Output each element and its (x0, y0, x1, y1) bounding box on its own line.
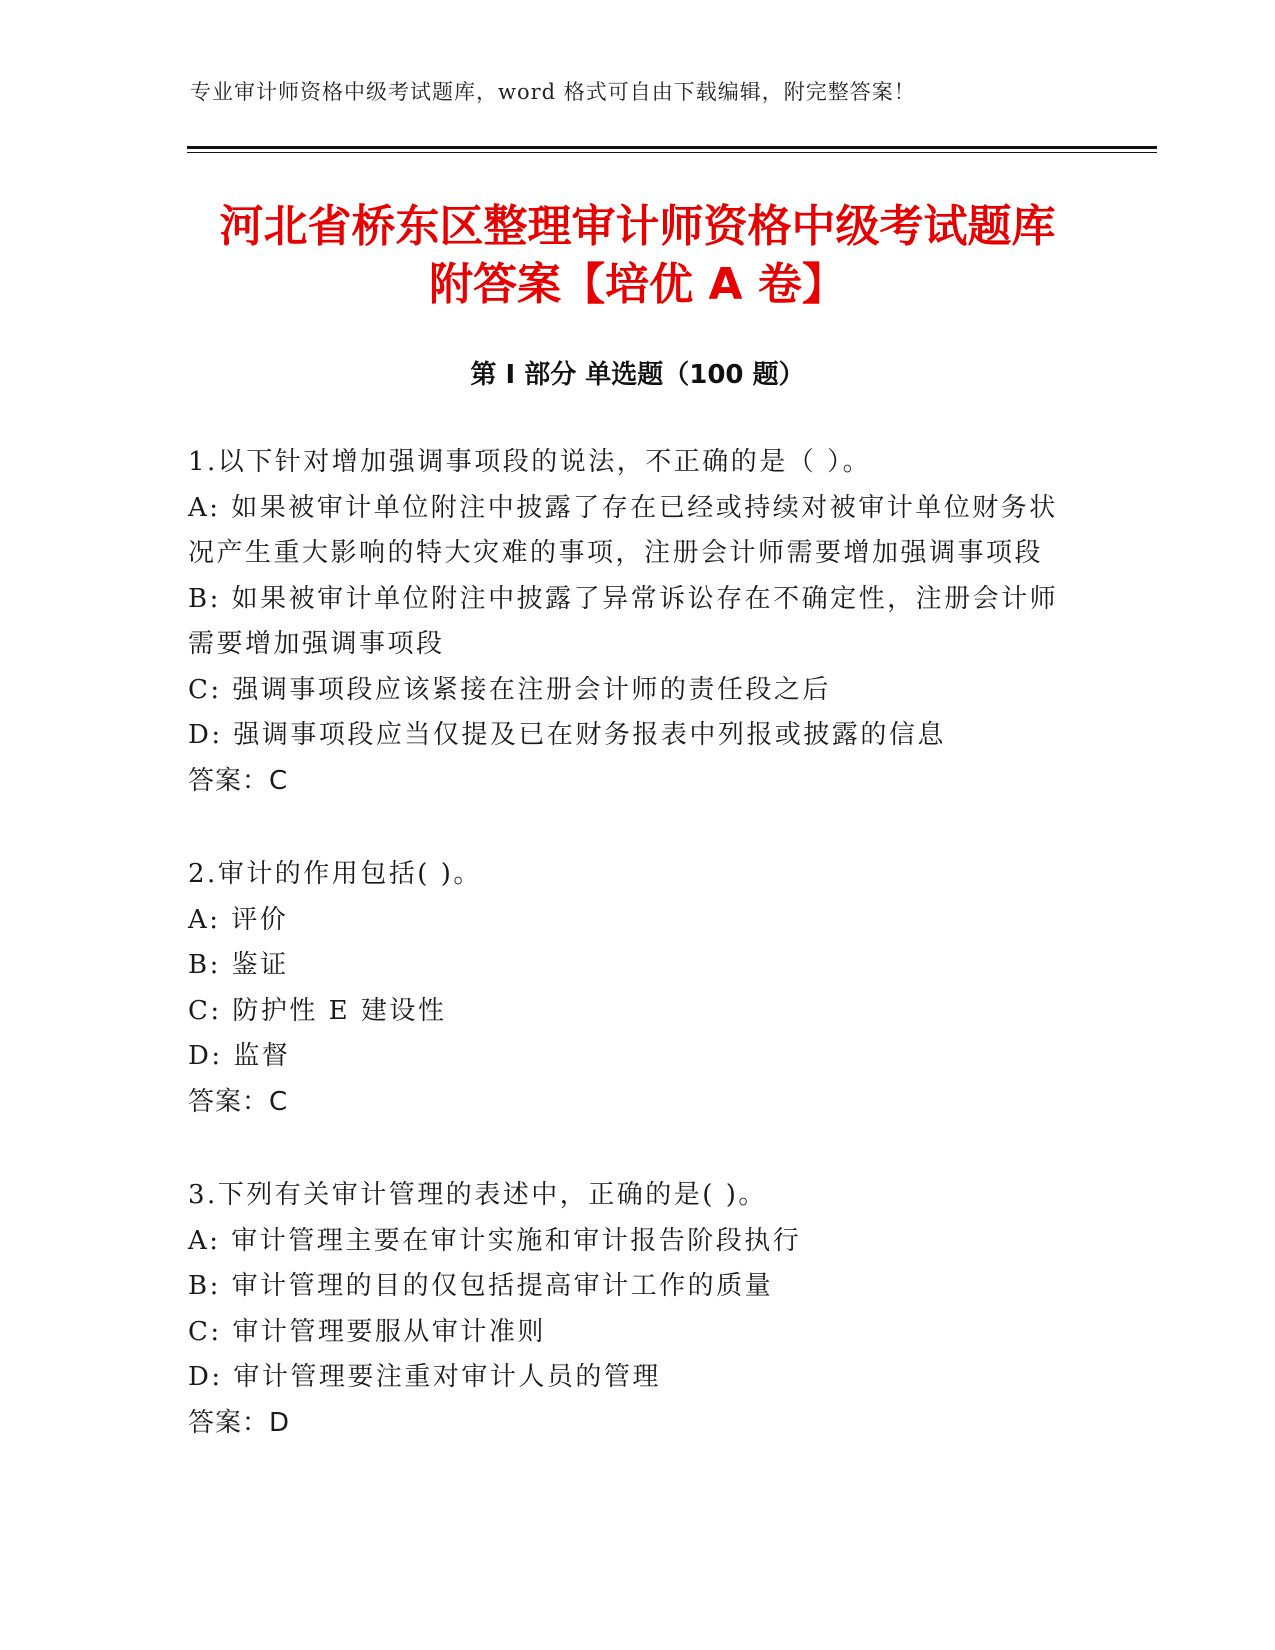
option-c: C: 强调事项段应该紧接在注册会计师的责任段之后 (188, 674, 831, 705)
option-d: D: 监督 (188, 1041, 291, 1071)
document-title (0, 198, 1275, 314)
header-divider-thin (187, 152, 1157, 153)
option-a: A: 如果被审计单位附注中披露了存在已经或持续对被审计单位财务状 (188, 492, 1058, 523)
question-stem: 1.以下针对增加强调事项段的说法，不正确的是（ ）。 (188, 447, 872, 477)
question-stem: 2.审计的作用包括( )。 (188, 859, 482, 889)
option-a: A: 评价 (188, 904, 289, 935)
question-list (188, 440, 1088, 1494)
option-d: D: 审计管理要注重对审计人员的管理 (188, 1362, 661, 1392)
document-title-line-1: 河北省桥东区整理审计师资格中级考试题库 (219, 201, 1056, 252)
option-b: B: 鉴证 (188, 950, 289, 980)
document-title-line-2: 附答案【培优 A 卷】 (429, 259, 846, 310)
option-b: B: 如果被审计单位附注中披露了异常诉讼存在不确定性，注册会计师 (188, 583, 1059, 614)
option-d: D: 强调事项段应当仅提及已在财务报表中列报或披露的信息 (188, 720, 946, 750)
question-stem: 3.下列有关审计管理的表述中，正确的是( )。 (188, 1180, 767, 1210)
option-a: A: 审计管理主要在审计实施和审计报告阶段执行 (188, 1225, 802, 1256)
answer: 答案：C (188, 1086, 289, 1117)
option-b: B: 审计管理的目的仅包括提高审计工作的质量 (188, 1271, 774, 1301)
question-1 (188, 440, 1088, 804)
page-header: 专业审计师资格中级考试题库，word 格式可自由下载编辑，附完整答案！ (190, 80, 916, 104)
answer: 答案：C (188, 765, 289, 796)
section-title: 第 I 部分 单选题（100 题） (470, 360, 805, 390)
option-b-continued: 需要增加强调事项段 (188, 629, 445, 659)
option-c: C: 防护性 E 建设性 (188, 995, 447, 1026)
question-2 (188, 852, 1088, 1125)
question-3 (188, 1173, 1088, 1446)
option-c: C: 审计管理要服从审计准则 (188, 1316, 546, 1347)
header-divider-thick (187, 146, 1157, 149)
answer: 答案：D (188, 1407, 291, 1438)
option-a-continued: 况产生重大影响的特大灾难的事项，注册会计师需要增加强调事项段 (188, 538, 1044, 568)
